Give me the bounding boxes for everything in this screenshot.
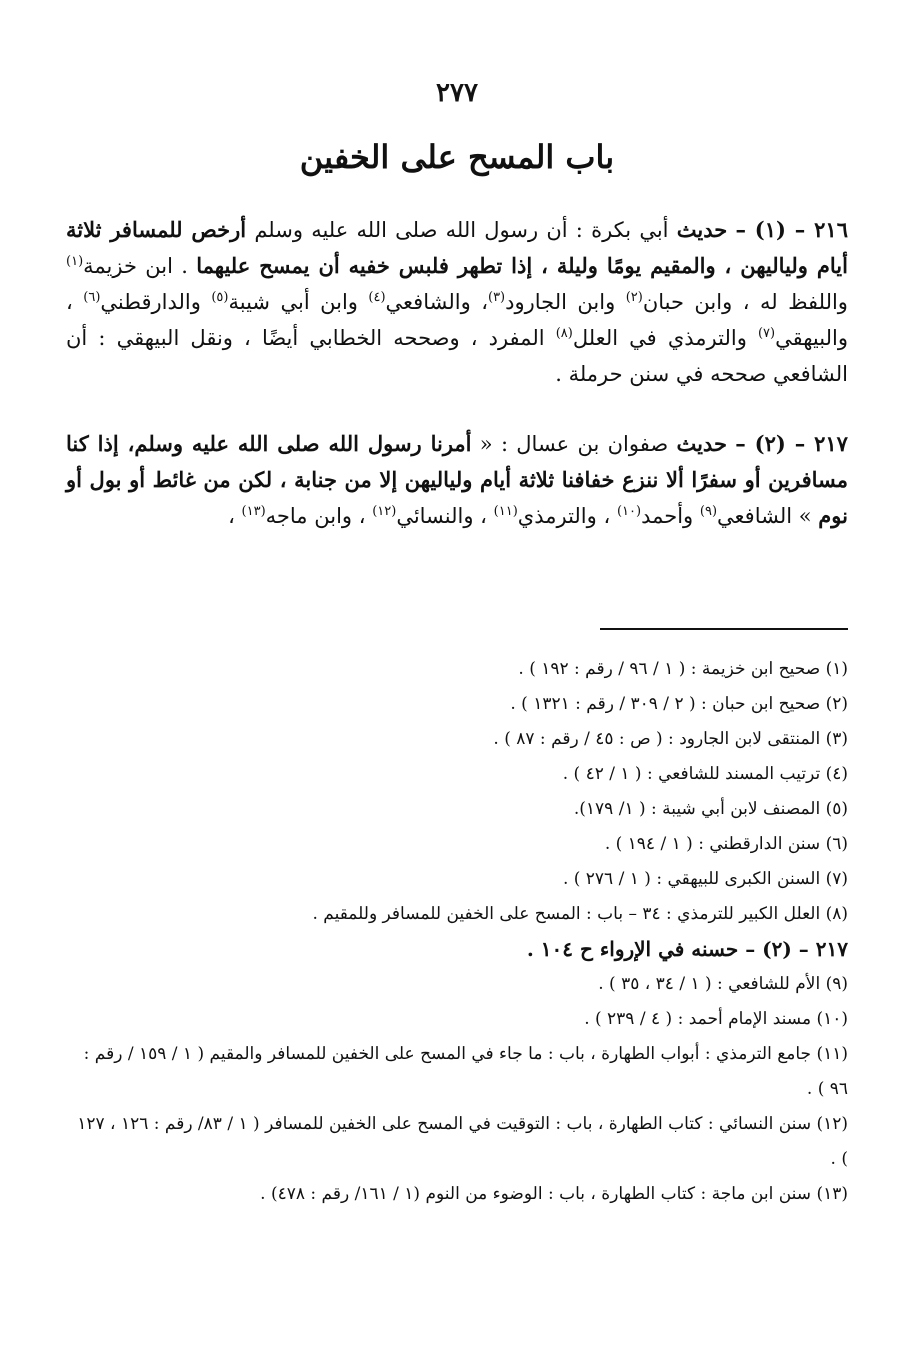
- hadith-217-source-5: ، وابن ماجه: [265, 504, 366, 528]
- chapter-title: باب المسح على الخفين: [299, 138, 615, 176]
- quote-close: »: [798, 504, 812, 528]
- quote-open: «: [479, 432, 493, 456]
- footnote-ref-11: (١١): [493, 504, 518, 519]
- hadith-216-label: حديث: [676, 217, 728, 242]
- footnote-ref-4: (٤): [368, 290, 386, 305]
- footnotes: [66, 652, 848, 1212]
- hadith-216-source-6: والدارقطني: [100, 290, 201, 314]
- hadith-216-intro: أبي بكرة : أن رسول الله صلى الله عليه وسلم: [254, 218, 669, 242]
- hadith-217-source-4: ، والنسائي: [396, 504, 487, 528]
- hadith-217-grading-note: ٢١٧ – (٢) – حسنه في الإرواء ح ١٠٤ .: [526, 937, 848, 961]
- footnote-separator: [600, 628, 848, 630]
- hadith-217-number: ٢١٧ – (٢) –: [735, 431, 848, 456]
- footnote-12: (١٢) سنن النسائي : كتاب الطهارة ، باب : التوقيت في المسح على الخفين للمسافر ( ١ / ٨٣/ رقم : ١٢٦ ، ١٢٧ ) .: [77, 1114, 848, 1169]
- footnote-ref-12: (١٢): [372, 504, 397, 519]
- footnote-2: (٢) صحيح ابن حبان : ( ٢ / ٣٠٩ / رقم : ١٣٢١ ) .: [510, 694, 848, 714]
- footnote-6: (٦) سنن الدارقطني : ( ١ / ١٩٤ ) .: [604, 834, 848, 854]
- footnote-ref-6: (٦): [83, 290, 101, 305]
- footnote-ref-1: (١): [66, 254, 84, 269]
- footnote-ref-9: (٩): [699, 504, 718, 519]
- footnote-7: (٧) السنن الكبرى للبيهقي : ( ١ / ٢٧٦ ) .: [562, 869, 848, 889]
- hadith-217-source-3: ، والترمذي: [517, 504, 611, 528]
- hadith-217-label: حديث: [676, 431, 727, 456]
- footnote-ref-7: (٧): [757, 326, 776, 341]
- hadith-216-number: ٢١٦ – (١) –: [735, 217, 848, 242]
- footnote-ref-3: (٣): [487, 290, 506, 305]
- hadith-217-closing: ،: [228, 504, 235, 528]
- hadith-216-source-2: واللفظ له ، وابن حبان: [642, 290, 848, 314]
- footnote-10: (١٠) مسند الإمام أحمد : ( ٤ / ٢٣٩ ) .: [584, 1009, 848, 1029]
- footnote-3: (٣) المنتقى لابن الجارود : ( ص : ٤٥ / رقم : ٨٧ ) .: [493, 729, 848, 749]
- footnote-8: (٨) العلل الكبير للترمذي : ٣٤ – باب : المسح على الخفين للمسافر وللمقيم .: [312, 904, 848, 924]
- hadith-216-matn: أرخص للمسافر ثلاثة أيام ولياليهن ، والمقيم يومًا وليلة ، إذا تطهر فلبس خفيه أن يمسح عليهما: [66, 217, 848, 278]
- hadith-217-source-1: الشافعي: [717, 504, 793, 528]
- hadith-216-source-3: وابن الجارود: [505, 290, 616, 314]
- hadith-216-closing: المفرد ، وصححه الخطابي أيضًا ، ونقل البيهقي : أن الشافعي صححه في سنن حرملة .: [66, 326, 848, 386]
- footnote-ref-2: (٢): [625, 290, 643, 305]
- hadith-217-matn: أمرنا رسول الله صلى الله عليه وسلم، إذا كنا مسافرين أو سفرًا ألا ننزع خفافنا ثلاثة أيام ولياليهن إلا من جنابة ، لكن من غائط أو بول أو نوم: [66, 431, 848, 528]
- hadith-216-source-1: . ابن خزيمة: [83, 254, 188, 278]
- hadith-217-paragraph: [66, 426, 848, 534]
- footnote-ref-5: (٥): [211, 290, 229, 305]
- footnote-11: (١١) جامع الترمذي : أبواب الطهارة ، باب : ما جاء في المسح على الخفين للمسافر والمقيم ( ١ / ١٥٩ / رقم : ٩٦ ) .: [83, 1044, 848, 1099]
- page-number: ٢٧٧: [436, 78, 478, 108]
- footnote-13: (١٣) سنن ابن ماجة : كتاب الطهارة ، باب : الوضوء من النوم (١ / ١٦١/ رقم : ٤٧٨) .: [260, 1184, 848, 1204]
- hadith-217-source-2: وأحمد: [641, 504, 694, 528]
- footnote-5: (٥) المصنف لابن أبي شيبة : ( ١/ ١٧٩).: [573, 799, 848, 819]
- hadith-216-source-4: ، والشافعي: [385, 290, 488, 314]
- footnote-9: (٩) الأم للشافعي : ( ١ / ٣٤ ، ٣٥ ) .: [598, 974, 848, 994]
- footnote-ref-8: (٨): [555, 326, 573, 341]
- footnote-ref-10: (١٠): [616, 504, 642, 519]
- hadith-217-intro: صفوان بن عسال :: [500, 432, 669, 456]
- footnote-ref-13: (١٣): [241, 504, 266, 519]
- hadith-216-source-8: والترمذي في العلل: [572, 326, 747, 350]
- hadith-216-paragraph: [66, 212, 848, 392]
- hadith-216-source-5: وابن أبي شيبة: [228, 290, 358, 314]
- footnote-4: (٤) ترتيب المسند للشافعي : ( ١ / ٤٢ ) .: [562, 764, 848, 784]
- hadith-216-source-7: ، والبيهقي: [66, 290, 848, 350]
- footnote-1: (١) صحيح ابن خزيمة : ( ١ / ٩٦ / رقم : ١٩٢ ) .: [518, 659, 848, 679]
